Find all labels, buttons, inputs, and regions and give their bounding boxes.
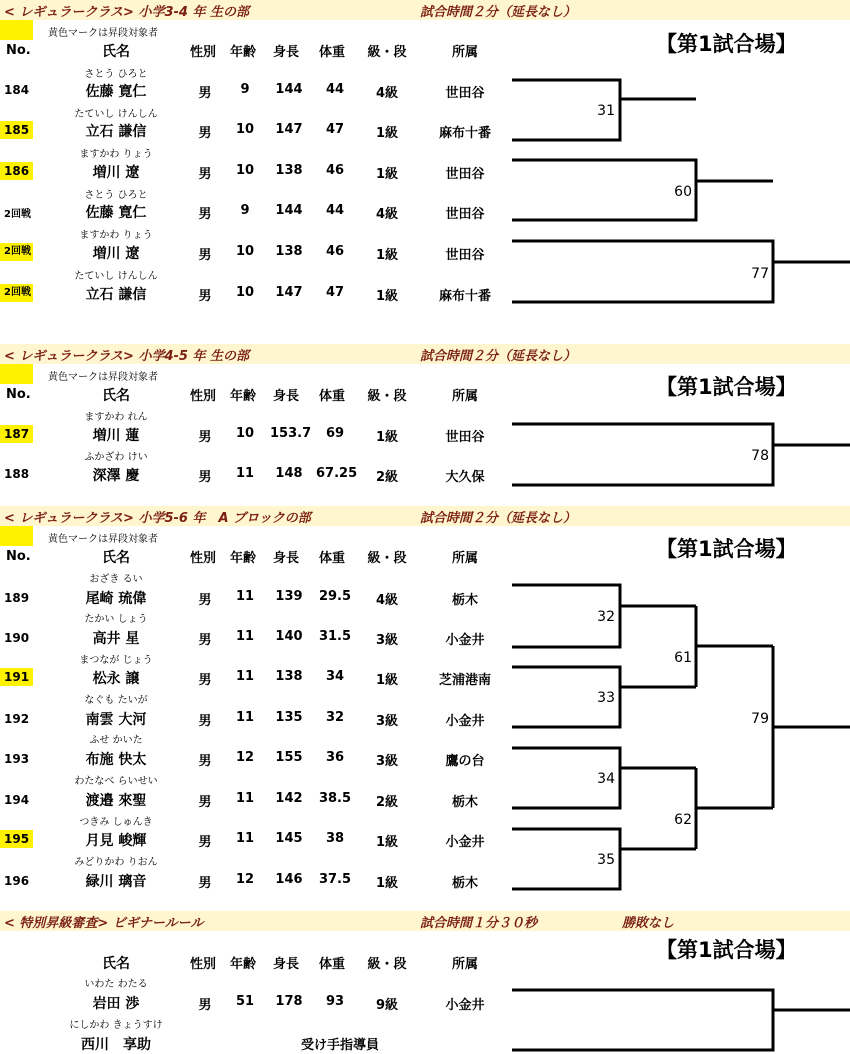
row-kana: たかい しょう <box>84 614 148 625</box>
athlete-height: 153.7 <box>270 426 312 441</box>
col-header-sex: 性別 <box>190 45 217 60</box>
athlete-height: 145 <box>275 831 303 846</box>
athlete-height: 147 <box>275 285 303 300</box>
athlete-weight: 46 <box>325 244 345 259</box>
athlete-grade: 1級 <box>375 167 399 182</box>
athlete-height: 142 <box>275 791 303 806</box>
row-number-highlighted: 2回戦 <box>0 243 33 261</box>
row-kana: にしかわ きょうすけ <box>69 1020 163 1031</box>
bracket-match-79 <box>773 646 850 808</box>
col-header-sex: 性別 <box>190 551 217 566</box>
bracket-match-77 <box>512 241 850 302</box>
section4-venue: 【第1試合場】 <box>656 938 797 962</box>
athlete-name: 渡邉 來聖 <box>85 793 147 809</box>
athlete-affiliation: 麻布十番 <box>438 289 491 304</box>
athlete-age: 11 <box>235 710 255 725</box>
athlete-weight: 38 <box>325 831 345 846</box>
row-number: 193 <box>4 752 30 766</box>
bracket-match-60 <box>512 160 773 220</box>
bracket-match-78 <box>512 424 850 485</box>
athlete-grade: 1級 <box>375 835 399 850</box>
athlete-weight: 37.5 <box>318 872 352 887</box>
section2-note: 黄色マークは昇段対象者 <box>48 372 158 383</box>
col-header-grade: 級・段 <box>367 45 407 60</box>
col-header-grade: 級・段 <box>367 389 407 404</box>
athlete-height: 147 <box>275 122 303 137</box>
athlete-name: 深澤 慶 <box>92 468 140 484</box>
row-number: 196 <box>4 874 30 888</box>
athlete-affiliation: 世田谷 <box>445 430 485 445</box>
match-label: 60 <box>674 184 692 200</box>
athlete-name: 岩田 渉 <box>92 996 140 1012</box>
athlete-name: 佐藤 寛仁 <box>85 205 147 221</box>
athlete-name: 佐藤 寛仁 <box>85 84 147 100</box>
athlete-age: 11 <box>235 669 255 684</box>
athlete-age: 10 <box>235 426 255 441</box>
athlete-affiliation: 小金井 <box>445 633 485 648</box>
athlete-grade: 3級 <box>375 714 399 729</box>
athlete-height: 148 <box>275 466 303 481</box>
athlete-name: 増川 蓮 <box>92 428 140 444</box>
row-number-highlighted: 2回戦 <box>0 284 33 302</box>
section3-venue: 【第1試合場】 <box>656 537 797 561</box>
athlete-grade: 4級 <box>375 207 399 222</box>
row-kana: さとう ひろと <box>84 69 148 80</box>
row-kana: つきみ しゅんき <box>79 817 153 828</box>
athlete-sex: 男 <box>198 714 212 729</box>
athlete-sex: 男 <box>198 795 212 810</box>
athlete-affiliation: 大久保 <box>445 470 485 485</box>
athlete-affiliation: 芝浦港南 <box>438 673 491 688</box>
match-label: 35 <box>597 852 615 868</box>
row-kana: なぐも たいが <box>84 695 148 706</box>
col-header-affiliation: 所属 <box>451 389 478 404</box>
row-kana: ますかわ りょう <box>79 149 153 160</box>
col-header-no: No. <box>6 549 31 564</box>
row-kana: ふかざわ けい <box>84 452 148 463</box>
instructor-role: 受け手指導員 <box>300 1038 379 1053</box>
athlete-weight: 36 <box>325 750 345 765</box>
bracket-match-61 <box>696 606 773 687</box>
row-number-highlighted: 185 <box>0 121 33 139</box>
athlete-height: 140 <box>275 629 303 644</box>
col-header-name: 氏名 <box>102 956 130 972</box>
athlete-name: 増川 遼 <box>92 246 140 262</box>
athlete-sex: 男 <box>198 86 212 101</box>
row-number-highlighted: 195 <box>0 830 33 848</box>
col-header-weight: 体重 <box>319 551 346 566</box>
col-header-weight: 体重 <box>319 957 346 972</box>
athlete-age: 11 <box>235 791 255 806</box>
athlete-grade: 1級 <box>375 673 399 688</box>
athlete-sex: 男 <box>198 248 212 263</box>
athlete-age: 12 <box>235 872 255 887</box>
athlete-age: 10 <box>235 244 255 259</box>
match-label: 33 <box>597 690 615 706</box>
athlete-grade: 4級 <box>375 593 399 608</box>
athlete-age: 51 <box>235 994 255 1009</box>
athlete-sex: 男 <box>198 835 212 850</box>
athlete-grade: 4級 <box>375 86 399 101</box>
athlete-sex: 男 <box>198 289 212 304</box>
athlete-name: 増川 遼 <box>92 165 140 181</box>
athlete-sex: 男 <box>198 593 212 608</box>
athlete-sex: 男 <box>198 167 212 182</box>
athlete-affiliation: 麻布十番 <box>438 126 491 141</box>
col-header-affiliation: 所属 <box>451 45 478 60</box>
row-kana: わたなべ らいせい <box>74 776 158 787</box>
row-number: 2回戦 <box>4 209 31 220</box>
athlete-age: 10 <box>235 285 255 300</box>
col-header-no: No. <box>6 43 31 58</box>
athlete-affiliation: 世田谷 <box>445 207 485 222</box>
col-header-age: 年齢 <box>230 957 257 972</box>
athlete-grade: 1級 <box>375 876 399 891</box>
athlete-affiliation: 世田谷 <box>445 248 485 263</box>
athlete-weight: 44 <box>325 203 345 218</box>
athlete-height: 138 <box>275 669 303 684</box>
athlete-grade: 1級 <box>375 289 399 304</box>
athlete-affiliation: 小金井 <box>445 835 485 850</box>
athlete-affiliation: 世田谷 <box>445 86 485 101</box>
row-kana: おざき るい <box>89 574 143 585</box>
athlete-name: 月見 峻輝 <box>85 833 147 849</box>
row-number: 184 <box>4 83 30 97</box>
athlete-weight: 29.5 <box>318 589 352 604</box>
athlete-age: 11 <box>235 831 255 846</box>
row-number-highlighted: 186 <box>0 162 33 180</box>
col-header-weight: 体重 <box>319 45 346 60</box>
section4-title: < 特別昇級審査> ビギナールール <box>4 916 204 931</box>
athlete-grade: 3級 <box>375 633 399 648</box>
section2-title: < レギュラークラス> 小学4-5 年 生の部 <box>4 349 249 364</box>
athlete-age: 9 <box>240 82 250 97</box>
athlete-height: 144 <box>275 203 303 218</box>
section3-note: 黄色マークは昇段対象者 <box>48 534 158 545</box>
section4-result-note: 勝敗なし <box>622 916 675 931</box>
athlete-affiliation: 栃木 <box>451 876 478 891</box>
row-number-highlighted: 187 <box>0 425 33 443</box>
athlete-name: 松永 譲 <box>92 671 140 687</box>
col-header-age: 年齢 <box>230 45 257 60</box>
athlete-sex: 男 <box>198 673 212 688</box>
athlete-name: 立石 謙信 <box>85 287 147 303</box>
bracket-match-62 <box>696 768 773 849</box>
bracket-special <box>512 990 850 1050</box>
athlete-height: 139 <box>275 589 303 604</box>
col-header-affiliation: 所属 <box>451 551 478 566</box>
row-number: 192 <box>4 712 30 726</box>
athlete-age: 10 <box>235 122 255 137</box>
athlete-weight: 31.5 <box>318 629 352 644</box>
col-header-grade: 級・段 <box>367 551 407 566</box>
match-label: 78 <box>751 448 769 464</box>
athlete-grade: 1級 <box>375 126 399 141</box>
athlete-height: 138 <box>275 163 303 178</box>
row-number: 194 <box>4 793 30 807</box>
match-label: 62 <box>674 812 692 828</box>
athlete-grade: 3級 <box>375 754 399 769</box>
athlete-height: 146 <box>275 872 303 887</box>
row-kana: さとう ひろと <box>84 190 148 201</box>
section4-time: 試合時間１分３０秒 <box>420 916 538 931</box>
athlete-height: 155 <box>275 750 303 765</box>
athlete-height: 178 <box>275 994 303 1009</box>
athlete-age: 11 <box>235 466 255 481</box>
match-label: 34 <box>597 771 615 787</box>
col-header-height: 身長 <box>273 45 300 60</box>
col-header-age: 年齢 <box>230 389 257 404</box>
section2-venue: 【第1試合場】 <box>656 375 797 399</box>
athlete-sex: 男 <box>198 876 212 891</box>
col-header-height: 身長 <box>273 957 300 972</box>
athlete-age: 10 <box>235 163 255 178</box>
row-number: 188 <box>4 467 30 481</box>
row-kana: まつなが じょう <box>79 655 153 666</box>
athlete-weight: 44 <box>325 82 345 97</box>
athlete-weight: 38.5 <box>318 791 352 806</box>
athlete-weight: 46 <box>325 163 345 178</box>
athlete-name: 緑川 璃音 <box>85 874 147 890</box>
athlete-sex: 男 <box>198 633 212 648</box>
col-header-name: 氏名 <box>102 388 130 404</box>
athlete-grade: 9級 <box>375 998 399 1013</box>
col-header-sex: 性別 <box>190 389 217 404</box>
athlete-height: 135 <box>275 710 303 725</box>
match-label: 32 <box>597 609 615 625</box>
athlete-name: 立石 謙信 <box>85 124 147 140</box>
athlete-affiliation: 小金井 <box>445 998 485 1013</box>
section2-time: 試合時間２分（延長なし） <box>420 349 577 364</box>
row-kana: みどりかわ りおん <box>74 857 158 868</box>
section1-title: < レギュラークラス> 小学3-4 年 生の部 <box>4 5 249 20</box>
row-number: 189 <box>4 591 30 605</box>
athlete-weight: 47 <box>325 122 345 137</box>
section1-note: 黄色マークは昇段対象者 <box>48 28 158 39</box>
athlete-weight: 32 <box>325 710 345 725</box>
match-label: 79 <box>751 711 769 727</box>
athlete-sex: 男 <box>198 126 212 141</box>
row-kana: ますかわ りょう <box>79 230 153 241</box>
section3-time: 試合時間２分（延長なし） <box>420 511 577 526</box>
col-header-no: No. <box>6 387 31 402</box>
row-number: 190 <box>4 631 30 645</box>
col-header-weight: 体重 <box>319 389 346 404</box>
athlete-height: 144 <box>275 82 303 97</box>
athlete-grade: 1級 <box>375 430 399 445</box>
match-label: 77 <box>751 266 769 282</box>
athlete-age: 11 <box>235 589 255 604</box>
match-label: 61 <box>674 650 692 666</box>
athlete-affiliation: 世田谷 <box>445 167 485 182</box>
athlete-weight: 47 <box>325 285 345 300</box>
match-label: 31 <box>597 103 615 119</box>
col-header-height: 身長 <box>273 389 300 404</box>
athlete-sex: 男 <box>198 470 212 485</box>
athlete-name: 尾崎 琉偉 <box>85 591 147 607</box>
athlete-weight: 67.25 <box>316 466 358 481</box>
col-header-name: 氏名 <box>102 550 130 566</box>
athlete-affiliation: 鷹の台 <box>445 754 485 769</box>
row-kana: たていし けんしん <box>74 109 158 120</box>
athlete-grade: 2級 <box>375 795 399 810</box>
instructor-name: 西川 享助 <box>81 1037 151 1053</box>
section1-venue: 【第1試合場】 <box>656 32 797 56</box>
col-header-age: 年齢 <box>230 551 257 566</box>
col-header-name: 氏名 <box>102 44 130 60</box>
section1-time: 試合時間２分（延長なし） <box>420 5 577 20</box>
row-kana: ふせ かいた <box>89 735 143 746</box>
athlete-name: 南雲 大河 <box>85 712 147 728</box>
athlete-age: 12 <box>235 750 255 765</box>
athlete-affiliation: 栃木 <box>451 795 478 810</box>
athlete-weight: 69 <box>325 426 345 441</box>
athlete-sex: 男 <box>198 998 212 1013</box>
athlete-sex: 男 <box>198 207 212 222</box>
section3-title: < レギュラークラス> 小学5-6 年 A ブロックの部 <box>4 511 311 526</box>
athlete-weight: 34 <box>325 669 345 684</box>
athlete-affiliation: 栃木 <box>451 593 478 608</box>
athlete-weight: 93 <box>325 994 345 1009</box>
athlete-name: 布施 快太 <box>85 752 147 768</box>
athlete-sex: 男 <box>198 754 212 769</box>
athlete-grade: 2級 <box>375 470 399 485</box>
col-header-height: 身長 <box>273 551 300 566</box>
athlete-affiliation: 小金井 <box>445 714 485 729</box>
col-header-sex: 性別 <box>190 957 217 972</box>
athlete-height: 138 <box>275 244 303 259</box>
athlete-age: 9 <box>240 203 250 218</box>
athlete-name: 高井 星 <box>92 631 140 647</box>
col-header-affiliation: 所属 <box>451 957 478 972</box>
col-header-grade: 級・段 <box>367 957 407 972</box>
athlete-age: 11 <box>235 629 255 644</box>
athlete-sex: 男 <box>198 430 212 445</box>
row-kana: たていし けんしん <box>74 271 158 282</box>
athlete-grade: 1級 <box>375 248 399 263</box>
row-number-highlighted: 191 <box>0 668 33 686</box>
row-kana: ますかわ れん <box>84 412 148 423</box>
row-kana: いわた わたる <box>84 979 148 990</box>
